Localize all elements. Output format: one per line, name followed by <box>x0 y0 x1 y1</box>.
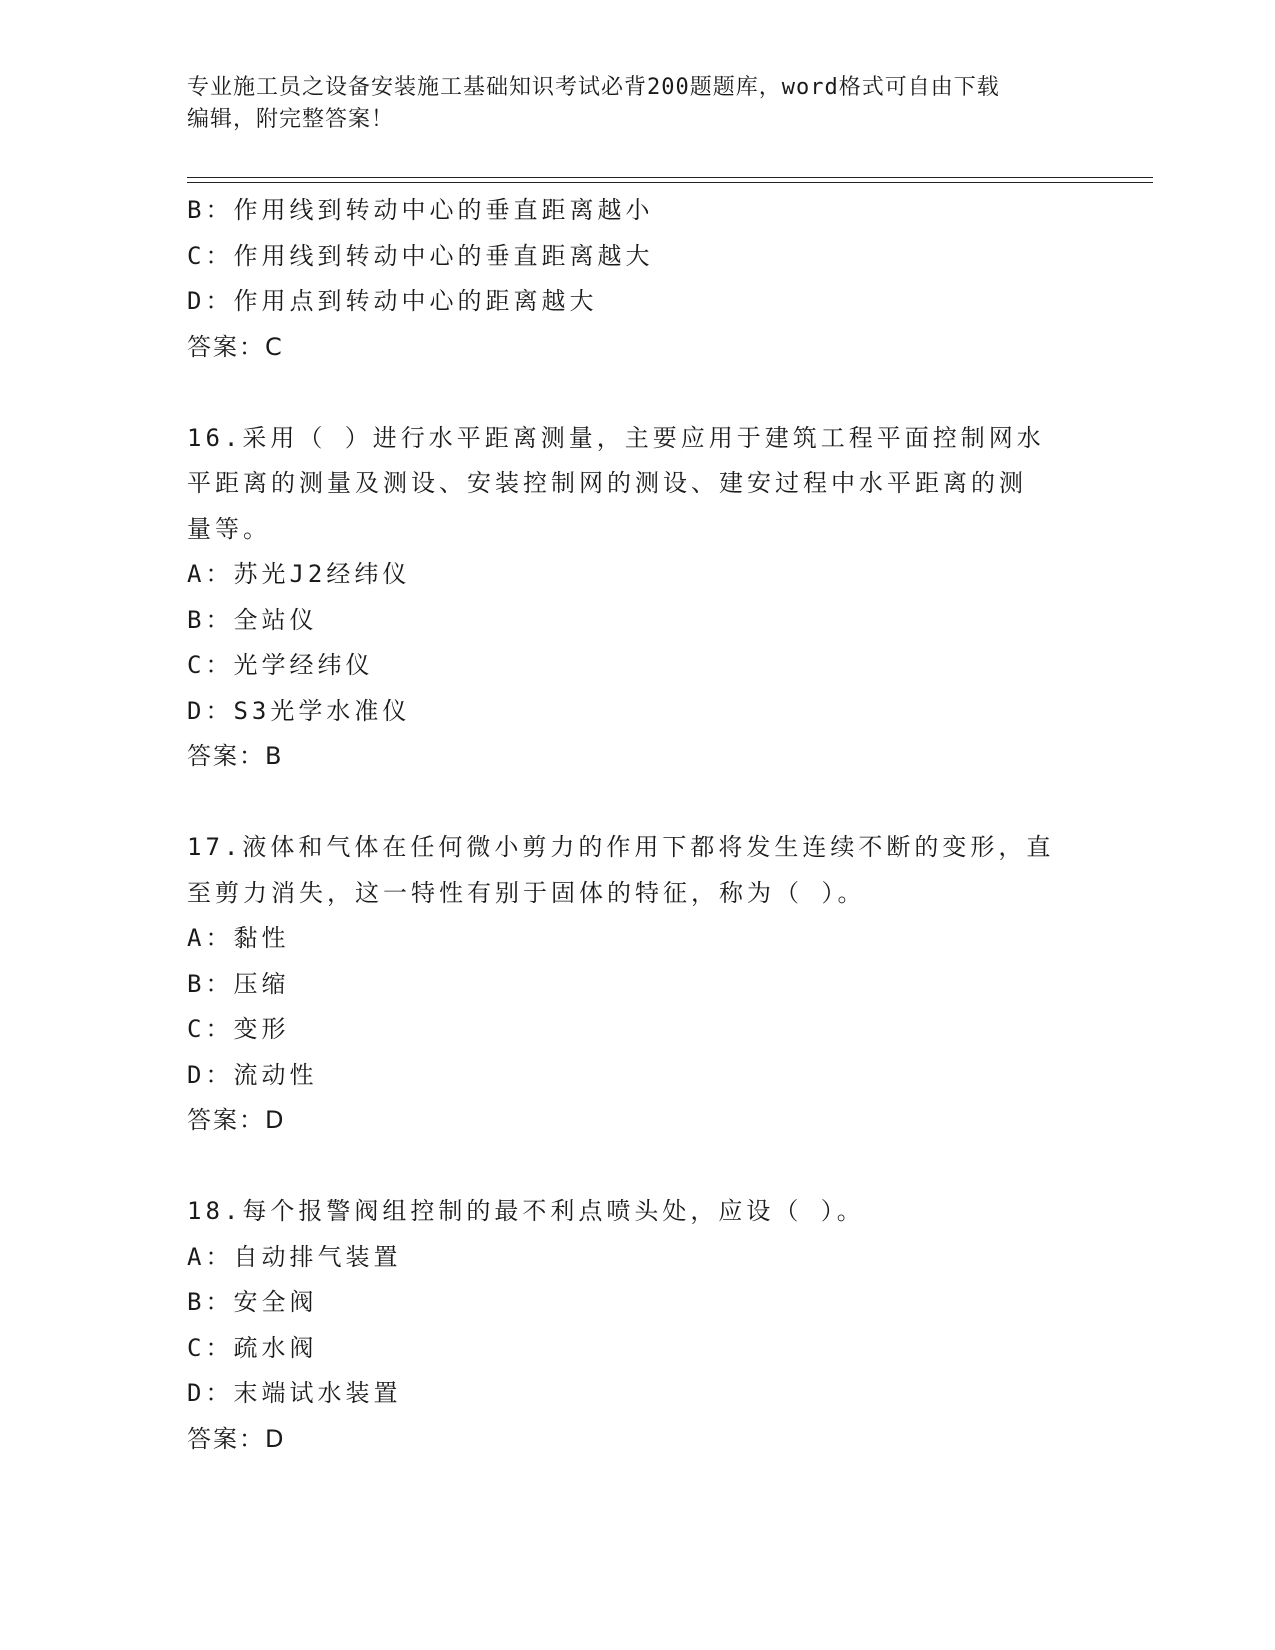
option-b: B：全站仪 <box>187 605 318 634</box>
option-c: C：作用线到转动中心的垂直距离越大 <box>187 241 654 270</box>
option-d: D：末端试水装置 <box>187 1379 402 1407</box>
option-d: D：作用点到转动中心的距离越大 <box>187 287 598 315</box>
option-c: C：疏水阀 <box>187 1333 318 1362</box>
option-c: C：变形 <box>187 1015 290 1043</box>
page-header <box>187 72 1087 136</box>
option-b: B：安全阀 <box>187 1288 318 1316</box>
header-line-1: 专业施工员之设备安装施工基础知识考试必背200题题库，word格式可自由下载 <box>187 75 1000 100</box>
header-line-2: 编辑，附完整答案！ <box>187 107 395 132</box>
question-text-line: 至剪力消失，这一特性有别于固体的特征，称为（ ）。 <box>187 878 866 907</box>
option-d: D：S3光学水准仪 <box>187 696 411 725</box>
question-15-continued <box>187 188 1117 370</box>
header-divider-top <box>187 177 1153 178</box>
option-a: A：自动排气装置 <box>187 1242 402 1271</box>
question-18 <box>187 1189 1117 1462</box>
option-a: A：黏性 <box>187 924 290 952</box>
question-text-line: 18.每个报警阀组控制的最不利点喷头处，应设（ ）。 <box>187 1197 865 1225</box>
question-17 <box>187 825 1117 1144</box>
option-d: D：流动性 <box>187 1060 318 1089</box>
question-text-line: 平距离的测量及测设、安装控制网的测设、建安过程中水平距离的测 <box>187 469 1027 497</box>
question-list <box>187 188 1117 1462</box>
option-b: B：作用线到转动中心的垂直距离越小 <box>187 196 654 224</box>
option-a: A：苏光J2经纬仪 <box>187 560 411 588</box>
question-text-line: 量等。 <box>187 514 271 543</box>
option-b: B：压缩 <box>187 969 290 998</box>
answer: 答案：D <box>187 1106 286 1134</box>
answer: 答案：D <box>187 1424 286 1453</box>
header-divider-bottom <box>187 182 1153 183</box>
question-text-line: 17.液体和气体在任何微小剪力的作用下都将发生连续不断的变形，直 <box>187 833 1055 861</box>
answer: 答案：B <box>187 742 284 770</box>
answer: 答案：C <box>187 332 284 361</box>
option-c: C：光学经纬仪 <box>187 651 374 679</box>
question-16 <box>187 416 1117 780</box>
question-text-line: 16.采用（ ）进行水平距离测量，主要应用于建筑工程平面控制网水 <box>187 423 1045 452</box>
